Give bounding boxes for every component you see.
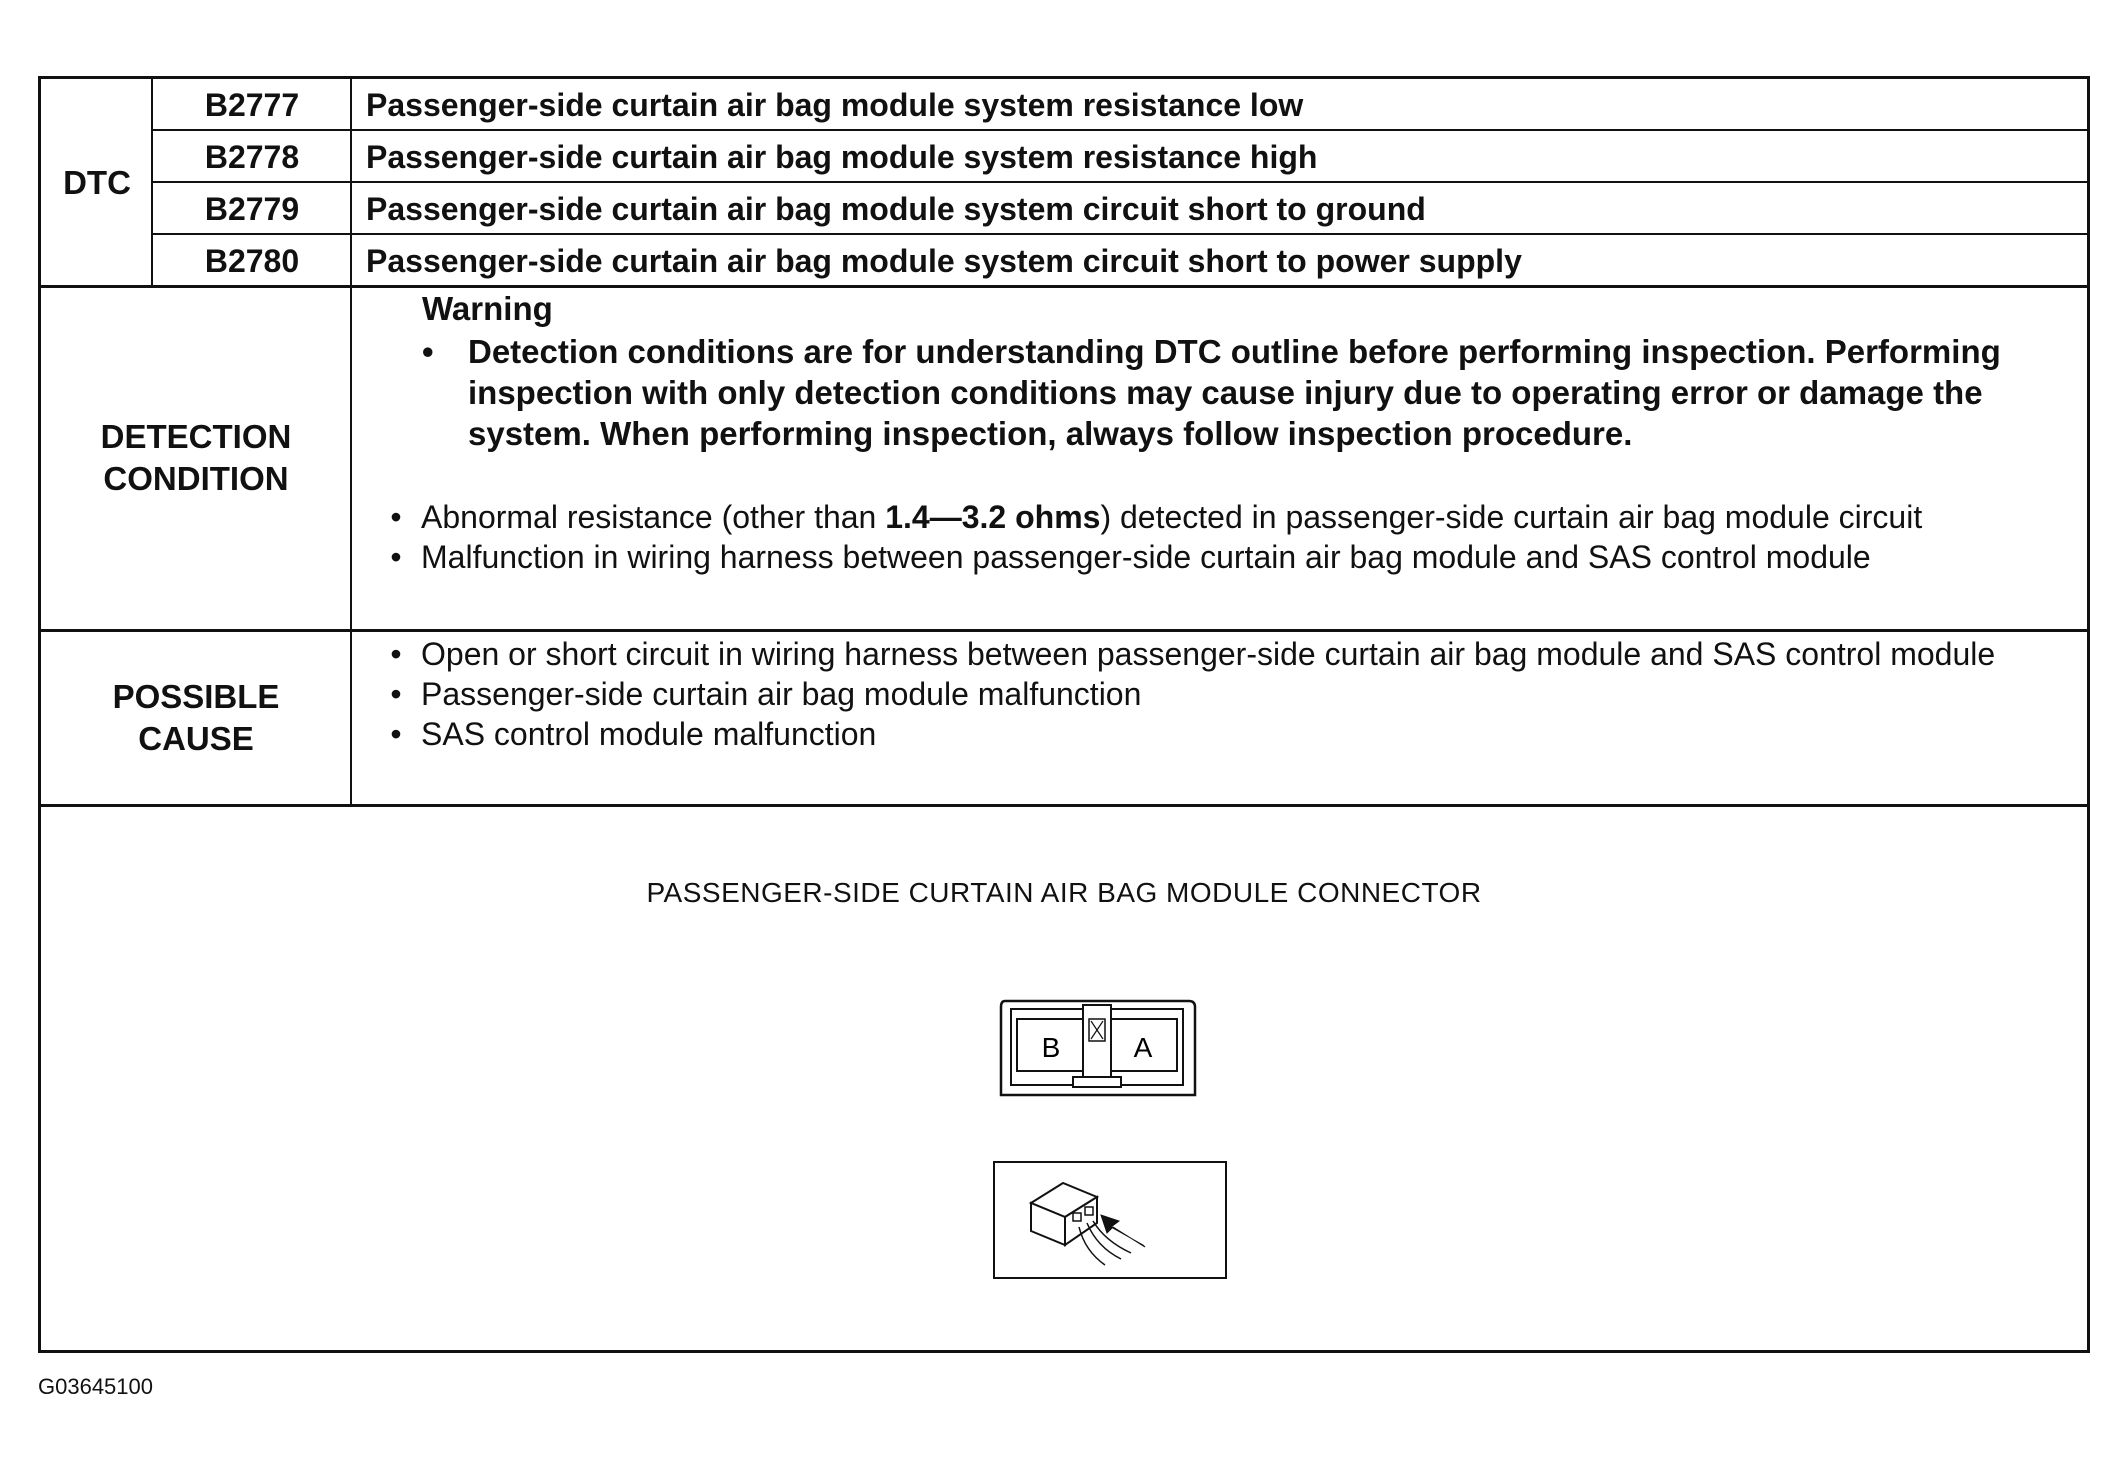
possible-causes-list (371, 634, 2086, 754)
condition-text: Malfunction in wiring harness between passenger-side curtain air bag module and SAS control module (421, 539, 1871, 575)
dtc-code: B2779 (204, 190, 300, 227)
condition-text: ) detected in passenger-side curtain air bag module circuit (1100, 499, 1923, 535)
dtc-table (38, 76, 2090, 1353)
figure-id: G03645100 (38, 1374, 153, 1399)
dtc-description: Passenger-side curtain air bag module system resistance low (366, 86, 1304, 123)
dtc-description: Passenger-side curtain air bag module system circuit short to power supply (366, 242, 1522, 279)
section-divider (41, 804, 2087, 807)
detection-label-line2: CONDITION (103, 460, 289, 497)
pin-b-label: B (1041, 1032, 1061, 1063)
cause-text: Open or short circuit in wiring harness between passenger-side curtain air bag module and SAS control module (421, 636, 1996, 672)
warning-note (422, 331, 2062, 454)
condition-text: Abnormal resistance (other than (421, 499, 886, 535)
list-item (371, 537, 2086, 577)
warning-text: Detection conditions are for understanding DTC outline before performing inspection. Performing inspection with only detection conditions may cause injury due to operating error or damage the system. When performing inspection, always follow inspection procedure. (468, 333, 2001, 452)
bullet-icon: • (390, 539, 402, 575)
list-item (371, 674, 2086, 714)
detection-label-line1: DETECTION (100, 418, 292, 455)
detection-conditions-list (371, 497, 2086, 577)
possible-label-line1: POSSIBLE (112, 678, 280, 715)
dtc-description: Passenger-side curtain air bag module system resistance high (366, 138, 1318, 175)
warning-title: Warning (422, 290, 553, 327)
bullet-icon: • (390, 676, 402, 712)
dtc-description: Passenger-side curtain air bag module system circuit short to ground (366, 190, 1426, 227)
list-item (371, 634, 2086, 674)
dtc-code: B2777 (204, 86, 300, 123)
list-item (371, 714, 2086, 754)
detection-condition-label (41, 287, 351, 629)
resistance-range: 1.4—3.2 ohms (885, 499, 1101, 535)
pin-a-label: A (1133, 1032, 1153, 1063)
dtc-label: DTC (63, 164, 131, 201)
bullet-icon: • (390, 499, 402, 535)
connector-location-inset (993, 1161, 1227, 1279)
possible-cause-label (41, 632, 351, 804)
bullet-icon: • (390, 716, 402, 752)
possible-label-line2: CAUSE (138, 720, 254, 757)
cause-text: SAS control module malfunction (421, 716, 877, 752)
connector-face-diagram (997, 999, 1197, 1099)
dtc-code: B2780 (204, 242, 300, 279)
dtc-code: B2778 (204, 138, 300, 175)
bullet-icon: • (390, 636, 402, 672)
bullet-icon: • (422, 333, 434, 370)
connector-figure-title: PASSENGER-SIDE CURTAIN AIR BAG MODULE CONNECTOR (646, 877, 1482, 908)
cause-text: Passenger-side curtain air bag module malfunction (421, 676, 1142, 712)
list-item (371, 497, 2086, 537)
